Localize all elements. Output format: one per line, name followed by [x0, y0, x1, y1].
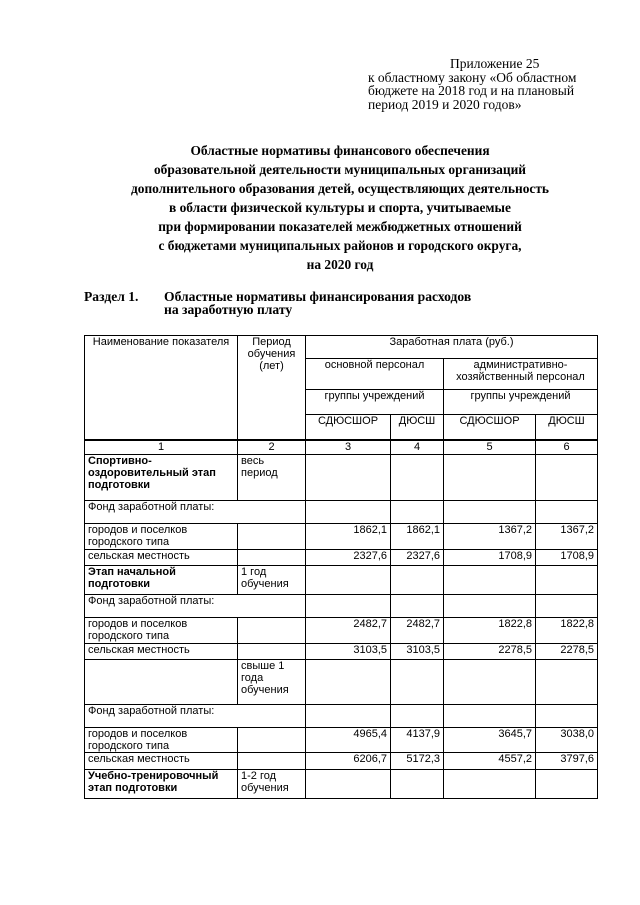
column-number: 3 [306, 440, 391, 455]
table-row [85, 618, 598, 644]
table-row [85, 705, 598, 728]
value-cell: 3038,0 [536, 728, 598, 753]
table-row [85, 524, 598, 550]
fund-label: Фонд заработной платы: [85, 705, 306, 728]
header-period: Период обучения (лет) [238, 336, 306, 441]
section-title-cont: на заработную плату [164, 302, 293, 317]
period-cell: 1-2 год обучения [238, 770, 306, 799]
value-cell: 1862,1 [306, 524, 391, 550]
stage-label: Учебно-тренировочный этап подготовки [85, 770, 238, 799]
row-label: сельская местность [85, 550, 238, 566]
appendix-line: к областному закону «Об областном [368, 69, 577, 85]
header-indicator: Наименование показателя [85, 336, 238, 441]
row-label: городов и поселков городского типа [85, 618, 238, 644]
column-number: 5 [444, 440, 536, 455]
row-label: городов и поселков городского типа [85, 728, 238, 753]
title-line: дополнительного образования детей, осуществляющих деятельность [130, 181, 550, 196]
period-cell: 1 год обучения [238, 566, 306, 595]
value-cell: 3103,5 [306, 644, 391, 660]
value-cell: 3797,6 [536, 753, 598, 770]
title-line: Областные нормативы финансового обеспечения [190, 143, 490, 158]
appendix-title: Приложение 25 [450, 56, 540, 71]
table-row [85, 455, 598, 501]
table-row [85, 644, 598, 660]
header-dyussh: ДЮСШ [536, 415, 598, 441]
row-label: сельская местность [85, 644, 238, 660]
document-title [40, 141, 640, 274]
fund-label: Фонд заработной платы: [85, 501, 306, 524]
table-row [85, 595, 598, 618]
value-cell: 1822,8 [444, 618, 536, 644]
header-dyussh: ДЮСШ [391, 415, 444, 441]
column-number: 2 [238, 440, 306, 455]
title-line: с бюджетами муниципальных районов и городского округа, [158, 238, 522, 253]
period-cell: весь период [238, 455, 306, 501]
value-cell: 2278,5 [536, 644, 598, 660]
appendix-block [368, 57, 630, 111]
fund-label: Фонд заработной платы: [85, 595, 306, 618]
table-row [85, 728, 598, 753]
value-cell: 1708,9 [444, 550, 536, 566]
value-cell: 6206,7 [306, 753, 391, 770]
column-number: 6 [536, 440, 598, 455]
value-cell: 4137,9 [391, 728, 444, 753]
header-sdyusshor: СДЮСШОР [444, 415, 536, 441]
period-cell: свыше 1 года обучения [238, 660, 306, 705]
title-line: образовательной деятельности муниципальных организаций [153, 162, 527, 177]
header-main-staff: основной персонал [306, 359, 444, 390]
table-row [85, 501, 598, 524]
table-row [85, 770, 598, 799]
header-groups-main: группы учреждений [306, 390, 444, 415]
appendix-line: период 2019 и 2020 годов» [368, 96, 522, 112]
value-cell: 3645,7 [444, 728, 536, 753]
section-number: Раздел 1. [84, 289, 139, 304]
appendix-line: бюджете на 2018 год и на плановый [368, 83, 575, 98]
value-cell: 2482,7 [391, 618, 444, 644]
value-cell: 2327,6 [391, 550, 444, 566]
title-line: на 2020 год [306, 257, 374, 272]
header-groups-admin: группы учреждений [444, 390, 598, 415]
column-number: 1 [85, 440, 238, 455]
value-cell: 5172,3 [391, 753, 444, 770]
column-number: 4 [391, 440, 444, 455]
header-salary: Заработная плата (руб.) [306, 336, 598, 359]
value-cell: 1367,2 [444, 524, 536, 550]
value-cell: 1862,1 [391, 524, 444, 550]
section-heading [84, 290, 624, 316]
table-row [85, 566, 598, 595]
value-cell: 2482,7 [306, 618, 391, 644]
header-sdyusshor: СДЮСШОР [306, 415, 391, 441]
value-cell: 4557,2 [444, 753, 536, 770]
value-cell: 1822,8 [536, 618, 598, 644]
table-row [85, 753, 598, 770]
value-cell: 3103,5 [391, 644, 444, 660]
value-cell: 4965,4 [306, 728, 391, 753]
value-cell: 1708,9 [536, 550, 598, 566]
table-row [85, 660, 598, 705]
stage-label: Этап начальной подготовки [85, 566, 238, 595]
stage-label: Спортивно-оздоровительный этап подготовки [85, 455, 238, 501]
table-row [85, 550, 598, 566]
title-line: в области физической культуры и спорта, учитываемые [169, 200, 511, 215]
salary-norms-table [84, 335, 598, 799]
title-line: при формировании показателей межбюджетных отношений [158, 219, 522, 234]
section-title: Областные нормативы финансирования расходов [164, 289, 472, 304]
value-cell: 1367,2 [536, 524, 598, 550]
row-label: сельская местность [85, 753, 238, 770]
header-admin-staff: административно-хозяйственный персонал [444, 359, 598, 390]
value-cell: 2278,5 [444, 644, 536, 660]
row-label: городов и поселков городского типа [85, 524, 238, 550]
value-cell: 2327,6 [306, 550, 391, 566]
